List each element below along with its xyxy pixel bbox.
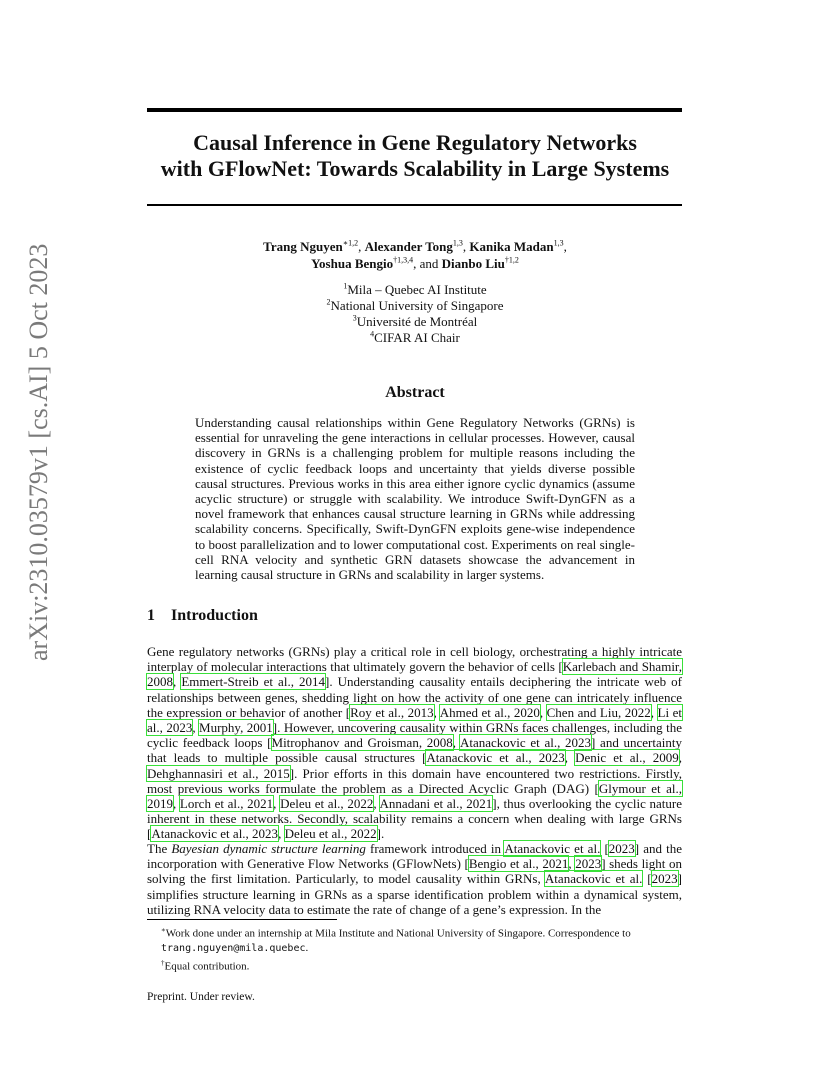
author-superscript: 1,3 <box>452 238 463 248</box>
email-address[interactable]: trang.nguyen@mila.quebec <box>161 942 306 954</box>
footnote: †Equal contribution. <box>161 958 250 973</box>
section-title: Introduction <box>171 607 258 624</box>
citation-link[interactable]: Lorch et al., 2021 <box>179 796 274 812</box>
preprint-notice: Preprint. Under review. <box>147 991 255 1003</box>
abstract-text: Understanding causal relationships within Gene Regulatory Networks (GRNs) is essential for unraveling the gene interactions in cellular processes. However, causal discovery in GRNs is a challenging problem for multiple reasons including the existence of cyclic feedback loops and uncertainty that yields diverse possible causal structures. Previous works in this area either ignore cyclic dynamics (assume acyclic structure) or struggle with scalability. We introduce Swift-DynGFN as a novel framework that enhances causal structure learning in GRNs while addressing scalability concerns. Specifically, Swift-DynGFN exploits gene-wise independence to boost parallelization and to lower computational cost. Experiments on real single-cell RNA velocity and synthetic GRN datasets showcase the advancement in learning causal structure in GRNs and scalability in larger systems. <box>195 415 635 583</box>
citation-link[interactable]: Roy et al., 2013 <box>350 704 434 720</box>
arxiv-identifier: arXiv:2310.03579v1 [cs.AI] 5 Oct 2023 <box>24 243 53 661</box>
section-heading <box>147 607 258 625</box>
author-superscript: 1,3 <box>553 238 564 248</box>
author-name: Alexander Tong <box>364 239 453 254</box>
author-list: Trang Nguyen$^{∗1,2}$, Alexander Tong$^{1,3}$, Kanika Madan$^{1,3}$, Yoshua Bengio$^{\dagger 1,3,4}$, and Dianbo Liu$^{\dagger 1,2}$ <box>263 238 567 271</box>
citation-link[interactable]: Karlebach and Shamir, 2008 <box>147 659 682 690</box>
affiliation: $^3$Université de Montréal <box>352 313 478 329</box>
citation-link[interactable]: 2023 <box>608 841 635 856</box>
citation-link[interactable]: Emmert-Streib et al., 2014 <box>181 674 325 690</box>
citation-link[interactable]: 2023 <box>651 871 678 887</box>
citation-link[interactable]: Glymour et al., 2019 <box>147 780 682 812</box>
citation-link[interactable]: Deleu et al., 2022 <box>280 796 374 812</box>
affiliation: $^1$Mila – Quebec AI Institute <box>343 281 487 297</box>
author-superscript: ∗1,2 <box>342 238 359 248</box>
citation-link[interactable]: Mitrophanov and Groisman, 2008 <box>271 735 453 751</box>
footnote: ∗Work done under an internship at Mila Institute and National University of Singapore. Correspondence to trang.nguyen@mila.quebec. <box>161 926 631 954</box>
affiliation: $^4$CIFAR AI Chair <box>370 329 460 345</box>
citation-link[interactable]: 2023 <box>575 856 602 872</box>
author-name: Yoshua Bengio <box>311 256 394 271</box>
citation-link[interactable]: Atanackovic et al. <box>504 841 601 856</box>
citation-link[interactable]: Atanackovic et al., 2023 <box>151 826 279 842</box>
affiliation-list <box>120 282 710 346</box>
author-name: Kanika Madan <box>469 239 554 254</box>
citation-link[interactable]: Atanackovic et al., 2023 <box>460 735 592 751</box>
paper-title <box>120 130 710 182</box>
title-bottom-rule <box>147 204 682 206</box>
citation-link[interactable]: Li et al., 2023 <box>147 704 682 736</box>
citation-link[interactable]: Deleu et al., 2022 <box>284 826 377 842</box>
author-superscript: †1,3,4 <box>393 255 414 265</box>
citation-link[interactable]: Dehghannasiri et al., 2015 <box>147 765 290 781</box>
title-line-2: with GFlowNet: Towards Scalability in Large Systems <box>160 156 670 181</box>
title-line-1: Causal Inference in Gene Regulatory Networks <box>193 130 637 155</box>
italic-term: Bayesian dynamic structure learning <box>171 841 366 856</box>
affiliation: $^2$National University of Singapore <box>326 297 504 313</box>
citation-link[interactable]: Annadani et al., 2021 <box>379 796 493 812</box>
citation-link[interactable]: Ahmed et al., 2020 <box>439 704 540 720</box>
citation-link[interactable]: Chen and Liu, 2022 <box>546 704 651 720</box>
citation-link[interactable]: Bengio et al., 2021 <box>468 856 569 872</box>
citation-link[interactable]: Atanackovic et al., 2023 <box>426 750 565 766</box>
author-conjunction: , and <box>413 256 442 271</box>
author-name: Dianbo Liu <box>441 256 505 271</box>
footnotes <box>147 923 682 973</box>
author-name: Trang Nguyen <box>263 239 343 254</box>
author-superscript: †1,2 <box>504 255 519 265</box>
section-number: 1 <box>147 607 155 624</box>
footnote-rule <box>147 919 337 920</box>
abstract-heading: Abstract <box>385 384 445 401</box>
citation-link[interactable]: Denic et al., 2009 <box>575 750 679 766</box>
citation-link[interactable]: Atanackovic et al. <box>544 871 643 887</box>
intro-paragraph-2: The Bayesian dynamic structure learning framework introduced in Atanackovic et al. [2023] and the incorporation with Generative Flow Networks (GFlowNets) [Bengio et al., 2021, 2023] sheds light on solving the first limitation. Particularly, to model causality within GRNs, Atanackovic et al. [2023] simplifies structure learning in GRNs as a sparse identification problem within a dynamical system, utilizing RNA velocity data to estimate the rate of change of a gene’s expression. In the <box>147 841 682 917</box>
citation-link[interactable]: Murphy, 2001 <box>199 720 273 736</box>
title-top-rule <box>147 108 682 112</box>
intro-paragraph-1: Gene regulatory networks (GRNs) play a critical role in cell biology, orchestrating a highly intricate interplay of molecular interactions that ultimately govern the behavior of cells [Karlebach and Shamir, 2008, Emmert-Streib et al., 2014]. Understanding causality entails deciphering the intricate web of relationships between genes, shedding light on how the activity of one gene can intricately influence the expression or behavior of another [Roy et al., 2013, Ahmed et al., 2020, Chen and Liu, 2022, Li et al., 2023, Murphy, 2001]. However, uncovering causality within GRNs faces challenges, including the cyclic feedback loops [Mitrophanov and Groisman, 2008, Atanackovic et al., 2023] and uncertainty that leads to multiple possible causal structures [Atanackovic et al., 2023, Denic et al., 2009, Dehghannasiri et al., 2015]. Prior efforts in this domain have encountered two restrictions. Firstly, most previous works formulate the problem as a Directed Acyclic Graph (DAG) [Glymour et al., 2019, Lorch et al., 2021, Deleu et al., 2022, Annadani et al., 2021], thus overlooking the cyclic nature inherent in these networks. Secondly, scalability remains a concern when dealing with large GRNs [Atanackovic et al., 2023, Deleu et al., 2022]. <box>147 644 683 842</box>
